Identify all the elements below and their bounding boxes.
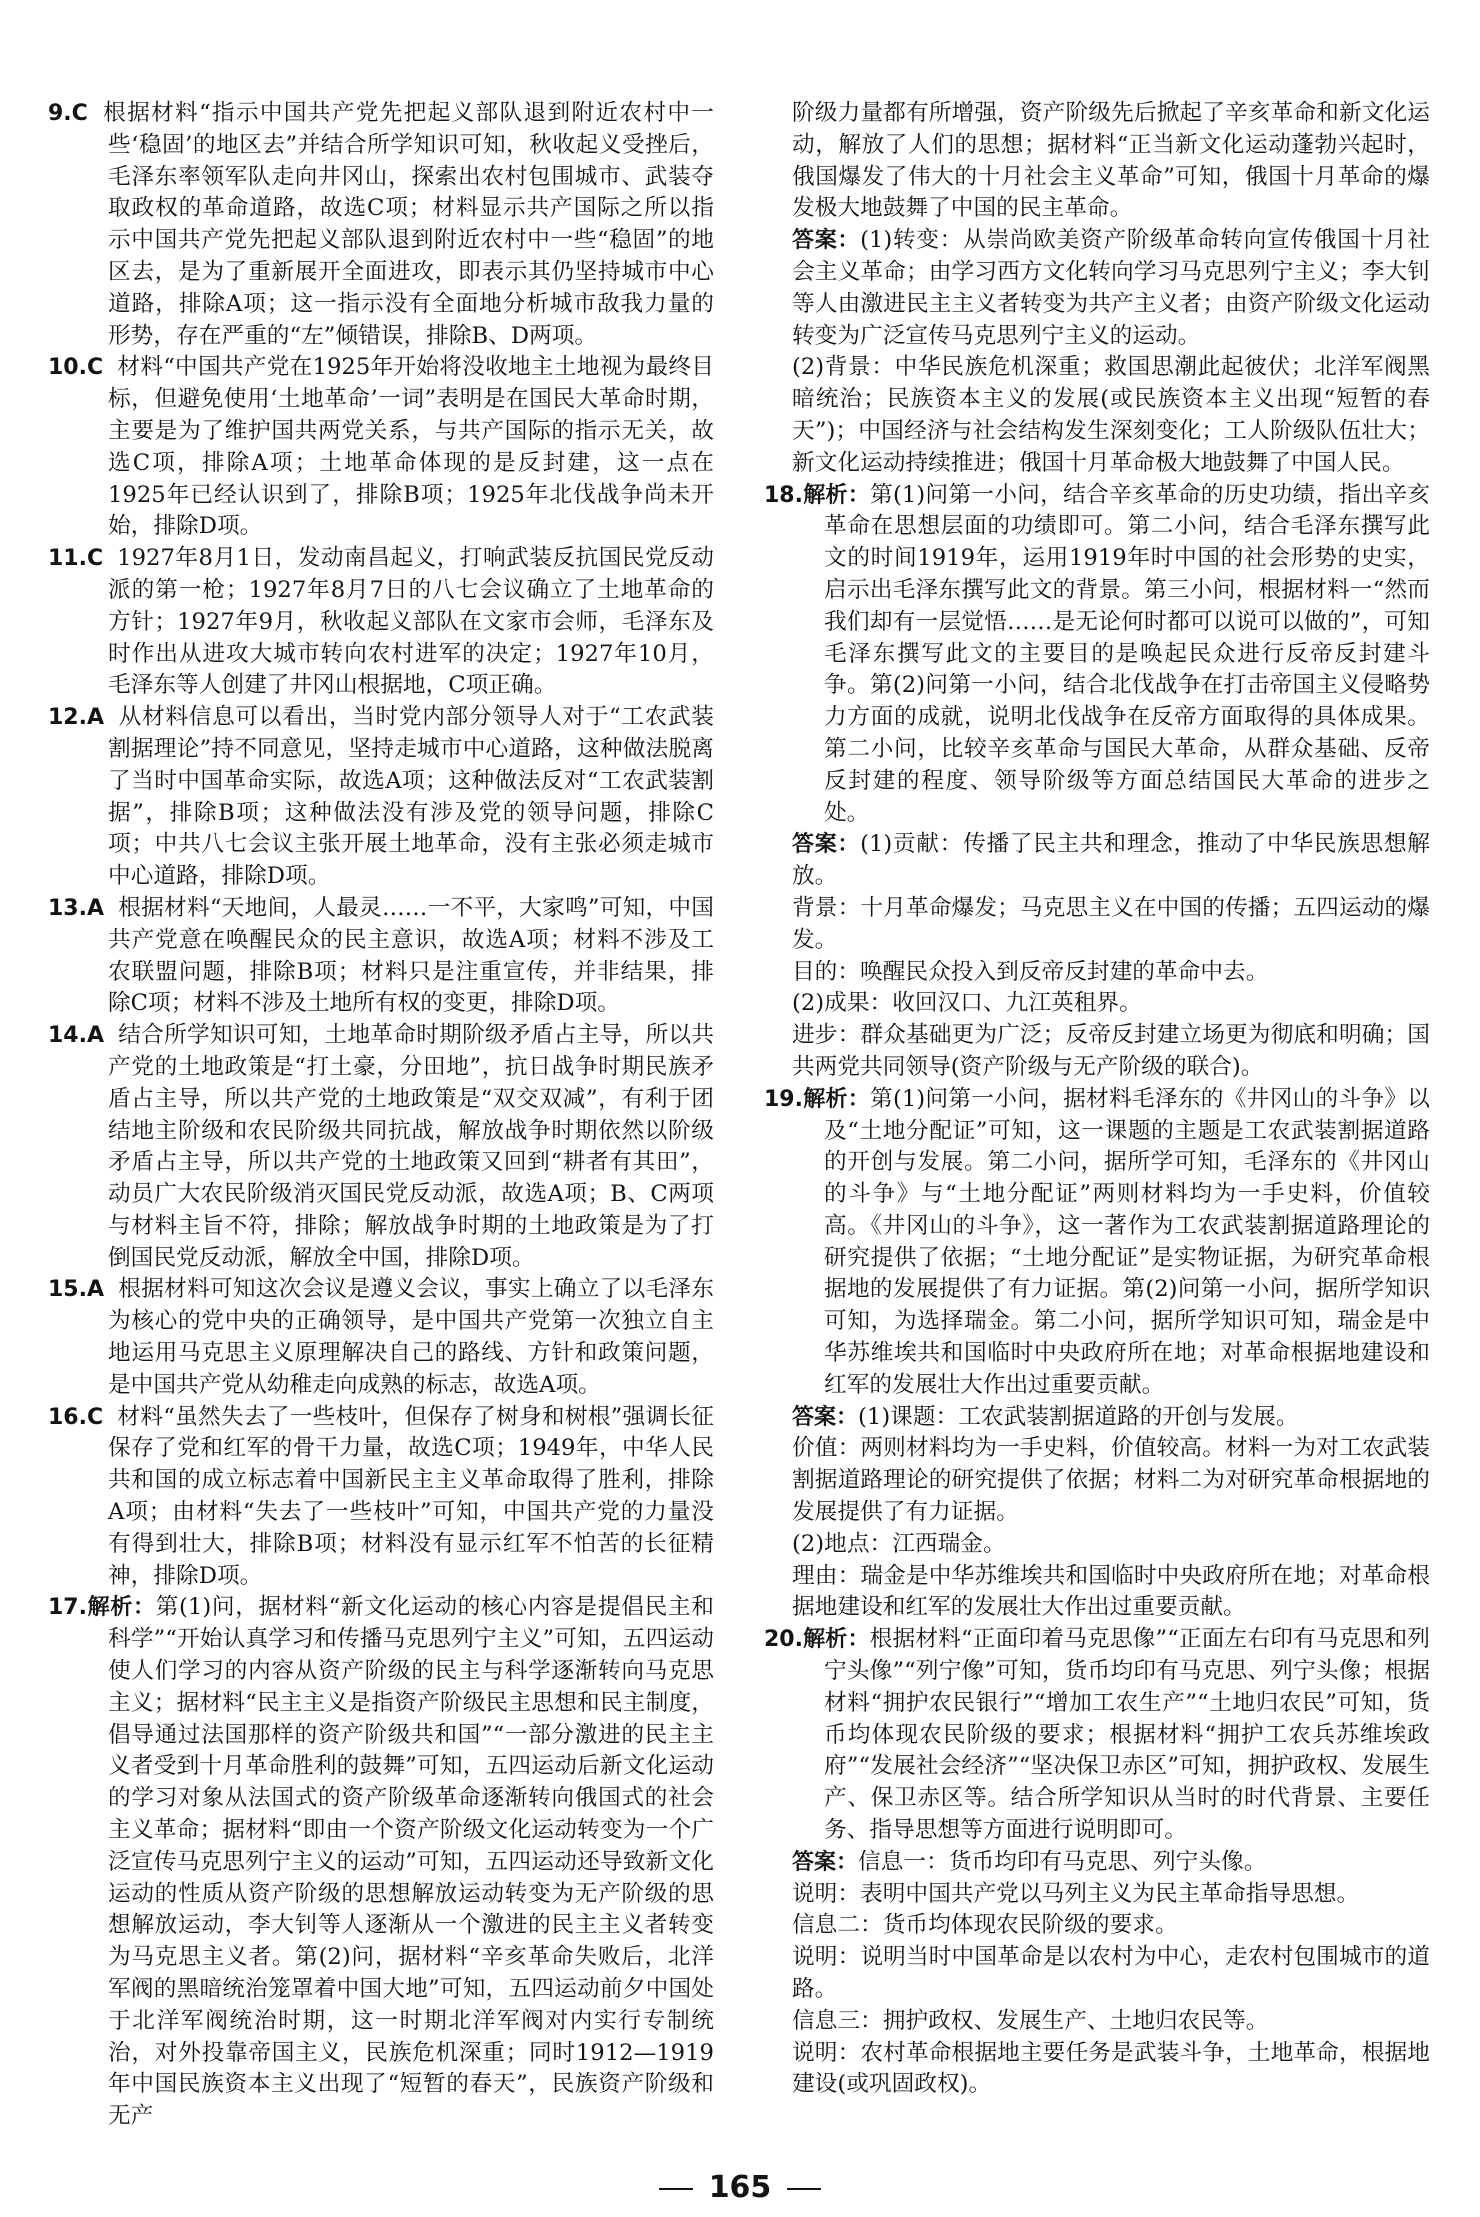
answer-q17-key: 答案：(1)转变：从崇尚欧美资产阶级革命转向宣传俄国十月社会主义革命；由学习西方文化转向学习马克思列宁主义；李大钊等人由激进民主主义者转变为共产主义者；由资产阶级文化运动转变为广泛宣传马克思列宁主义的运动。	[792, 227, 1430, 349]
answer-q18: 18.解析：第(1)问第一小问，结合辛亥革命的历史功绩，指出辛亥革命在思想层面的功绩即可。第二小问，结合毛泽东撰写此文的时间1919年，运用1919年时中国的社会形势的史实，启示出毛泽东撰写此文的背景。第三小问，根据材料一“然而我们却有一层觉悟……是无论何时都可以说可以做的”，可知毛泽东撰写此文的主要目的是唤起民众进行反帝反封建斗争。第(2)问第一小问，结合北伐战争在打击帝国主义侵略势力方面的成就，说明北伐战争在反帝方面取得的具体成果。第二小问，比较辛亥革命与国民大革命，从群众基础、反帝反封建的程度、领导阶级等方面总结国民大革命的进步之处。	[764, 481, 1430, 826]
answer-q12: 12.A 从材料信息可以看出，当时党内部分领导人对于“工农武装割据理论”持不同意见，坚持走城市中心道路，这种做法脱离了当时中国革命实际，故选A项；这种做法反对“工农武装割据”，排除B项；这种做法没有涉及党的领导问题，排除C项；中共八七会议主张开展土地革命，没有主张必须走城市中心道路，排除D项。	[48, 704, 714, 890]
answer-q17: 17.解析：第(1)问，据材料“新文化运动的核心内容是提倡民主和科学”“开始认真学习和传播马克思列宁主义”可知，五四运动使人们学习的内容从资产阶级的民主与科学逐渐转向马克思主义；据材料“民主主义是指资产阶级民主思想和民主制度，倡导通过法国那样的资产阶级共和国”“一部分激进的民主主义者受到十月革命胜利的鼓舞”可知，五四运动后新文化运动的学习对象从法国式的资产阶级革命逐渐转向俄国式的社会主义革命；据材料“即由一个资产阶级文化运动转变为一个广泛宣传马克思列宁主义的运动”可知，五四运动还导致新文化运动的性质从资产阶级的思想解放运动转变为无产阶级的思想解放运动，李大钊等人逐渐从一个激进的民主主义者转变为马克思主义者。第(2)问，据材料“辛亥革命失败后，北洋军阀的黑暗统治笼罩着中国大地”可知，五四运动前夕中国处于北洋军阀统治时期，这一时期北洋军阀对内实行专制统治，对外投靠帝国主义，民族危机深重；同时1912—1919年中国民族资本主义出现了“短暂的春天”，民族资产阶级和无产	[48, 1594, 714, 2130]
answer-q15: 15.A 根据材料可知这次会议是遵义会议，事实上确立了以毛泽东为核心的党中央的正确领导，是中国共产党第一次独立自主地运用马克思主义原理解决自己的路线、方针和政策问题，是中国共产党从幼稚走向成熟的标志，故选A项。	[48, 1276, 714, 1398]
answer-q18-purpose: 目的：唤醒民众投入到反帝反封建的革命中去。	[792, 958, 1269, 985]
left-column	[48, 98, 714, 2133]
answer-q18-background: 背景：十月革命爆发；马克思主义在中国的传播；五四运动的爆发。	[792, 894, 1430, 953]
answer-q20-note1: 说明：表明中国共产党以马列主义为民主革命指导思想。	[792, 1880, 1360, 1907]
answer-q18-key: 答案：(1)贡献：传播了民主共和理念，推动了中华民族思想解放。	[792, 831, 1430, 890]
answer-q20-info2: 信息二：货币均体现农民阶级的要求。	[792, 1912, 1178, 1939]
page-number: 165	[708, 2170, 772, 2205]
answer-q20-info3: 信息三：拥护政权、发展生产、土地归农民等。	[792, 2007, 1269, 2034]
answer-q13: 13.A 根据材料“天地间，人最灵……一不平，大家鸣”可知，中国共产党意在唤醒民众的民主意识，故选A项；材料不涉及工农联盟问题，排除B项；材料只是注重宣传，并非结果，排除C项；材料不涉及土地所有权的变更，排除D项。	[48, 894, 714, 1017]
answer-q19-key: 答案：(1)课题：工农武装割据道路的开创与发展。	[792, 1403, 1299, 1430]
page-footer	[0, 2170, 1480, 2205]
answer-q18-progress: 进步：群众基础更为广泛；反帝反封建立场更为彻底和明确；国共两党共同领导(资产阶级与无产阶级的联合)。	[792, 1022, 1430, 1080]
answer-q19-value: 价值：两则材料均为一手史料，价值较高。材料一为对工农武装割据道路理论的研究提供了依据；材料二为对研究革命根据地的发展提供了有力证据。	[792, 1435, 1430, 1526]
answer-q10: 10.C 材料“中国共产党在1925年开始将没收地主土地视为最终目标，但避免使用‘土地革命’一词”表明是在国民大革命时期，主要是为了维护国共两党关系，与共产国际的指示无关，故选C项，排除A项；土地革命体现的是反封建，这一点在1925年已经认识到了，排除B项；1925年北伐战争尚未开始，排除D项。	[48, 354, 714, 540]
answer-q20-note2: 说明：说明当时中国革命是以农村为中心，走农村包围城市的道路。	[792, 1944, 1430, 2003]
answer-q20: 20.解析：根据材料“正面印着马克思像”“正面左右印有马克思和列宁头像”“列宁像”可知，货币均印有马克思、列宁头像；根据材料“拥护农民银行”“增加工农生产”“土地归农民”可知，货币均体现农民阶级的要求；根据材料“拥护工农兵苏维埃政府”“发展社会经济”“坚决保卫赤区”可知，拥护政权、发展生产、保卫赤区等。结合所学知识从当时的时代背景、主要任务、指导思想等方面进行说明即可。	[764, 1626, 1430, 1844]
answer-q20-key: 答案：信息一：货币均印有马克思、列宁头像。	[792, 1848, 1267, 1875]
answer-q19: 19.解析：第(1)问第一小问，据材料毛泽东的《井冈山的斗争》以及“土地分配证”可知，这一课题的主题是工农武装割据道路的开创与发展。第二小问，据所学可知，毛泽东的《井冈山的斗争》与“土地分配证”两则材料均为一手史料，价值较高。《井冈山的斗争》，这一著作为工农武装割据道路理论的研究提供了依据；“土地分配证”是实物证据，为研究革命根据地的发展提供了有力证据。第(2)问第一小问，据所学知识可知，为选择瑞金。第二小问，据所学知识可知，瑞金是中华苏维埃共和国临时中央政府所在地；对革命根据地建设和红军的发展壮大作出过重要贡献。	[764, 1085, 1430, 1398]
answer-q17-part2: (2)背景：中华民族危机深重；救国思潮此起彼伏；北洋军阀黑暗统治；民族资本主义的发展(或民族资本主义出现“短暂的春天”)；中国经济与社会结构发生深刻变化；工人阶级队伍壮大；新文化运动持续推进；俄国十月革命极大地鼓舞了中国人民。	[792, 354, 1430, 476]
answer-q18-result: (2)成果：收回汉口、九江英租界。	[792, 990, 1142, 1017]
footer-dash-left	[659, 2188, 693, 2190]
answer-q19-reason: 理由：瑞金是中华苏维埃共和国临时中央政府所在地；对革命根据地建设和红军的发展壮大作出过重要贡献。	[792, 1562, 1430, 1621]
answer-q20-note3: 说明：农村革命根据地主要任务是武装斗争，土地革命，根据地建设(或巩固政权)。	[792, 2039, 1430, 2098]
answer-q14: 14.A 结合所学知识可知，土地革命时期阶级矛盾占主导，所以共产党的土地政策是“打土豪，分田地”，抗日战争时期民族矛盾占主导，所以共产党的土地政策是“双交双减”，有利于团结地主阶级和农民阶级共同抗战，解放战争时期依然以阶级矛盾占主导，所以共产党的土地政策又回到“耕者有其田”，动员广大农民阶级消灭国民党反动派，故选A项；B、C两项与材料主旨不符，排除；解放战争时期的土地政策是为了打倒国民党反动派，解放全中国，排除D项。	[48, 1022, 714, 1271]
right-column	[764, 98, 1430, 2101]
answer-q16: 16.C 材料“虽然失去了一些枝叶，但保存了树身和树根”强调长征保存了党和红军的骨干力量，故选C项；1949年，中华人民共和国的成立标志着中国新民主主义革命取得了胜利，排除A项；由材料“失去了一些枝叶”可知，中国共产党的力量没有得到壮大，排除B项；材料没有显示红军不怕苦的长征精神，排除D项。	[48, 1403, 714, 1589]
answer-q17-continued: 阶级力量都有所增强，资产阶级先后掀起了辛亥革命和新文化运动，解放了人们的思想；据材料“正当新文化运动蓬勃兴起时，俄国爆发了伟大的十月社会主义革命”可知，俄国十月革命的爆发极大地鼓舞了中国的民主革命。	[792, 100, 1430, 222]
answer-q11: 11.C 1927年8月1日，发动南昌起义，打响武装反抗国民党反动派的第一枪；1927年8月7日的八七会议确立了土地革命的方针；1927年9月，秋收起义部队在文家市会师，毛泽东及时作出从进攻大城市转向农村进军的决定；1927年10月，毛泽东等人创建了井冈山根据地，C项正确。	[48, 545, 714, 699]
footer-dash-right	[787, 2188, 821, 2190]
answer-q19-place: (2)地点：江西瑞金。	[792, 1530, 1006, 1557]
answer-q9: 9.C 根据材料“指示中国共产党先把起义部队退到附近农村中一些‘稳固’的地区去”并结合所学知识可知，秋收起义受挫后，毛泽东率领军队走向井冈山，探索出农村包围城市、武装夺取政权的革命道路，故选C项；材料显示共产国际之所以指示中国共产党先把起义部队退到附近农村中一些“稳固”的地区去，是为了重新展开全面进攻，即表示其仍坚持城市中心道路，排除A项；这一指示没有全面地分析城市敌我力量的形势，存在严重的“左”倾错误，排除B、D两项。	[48, 100, 714, 349]
